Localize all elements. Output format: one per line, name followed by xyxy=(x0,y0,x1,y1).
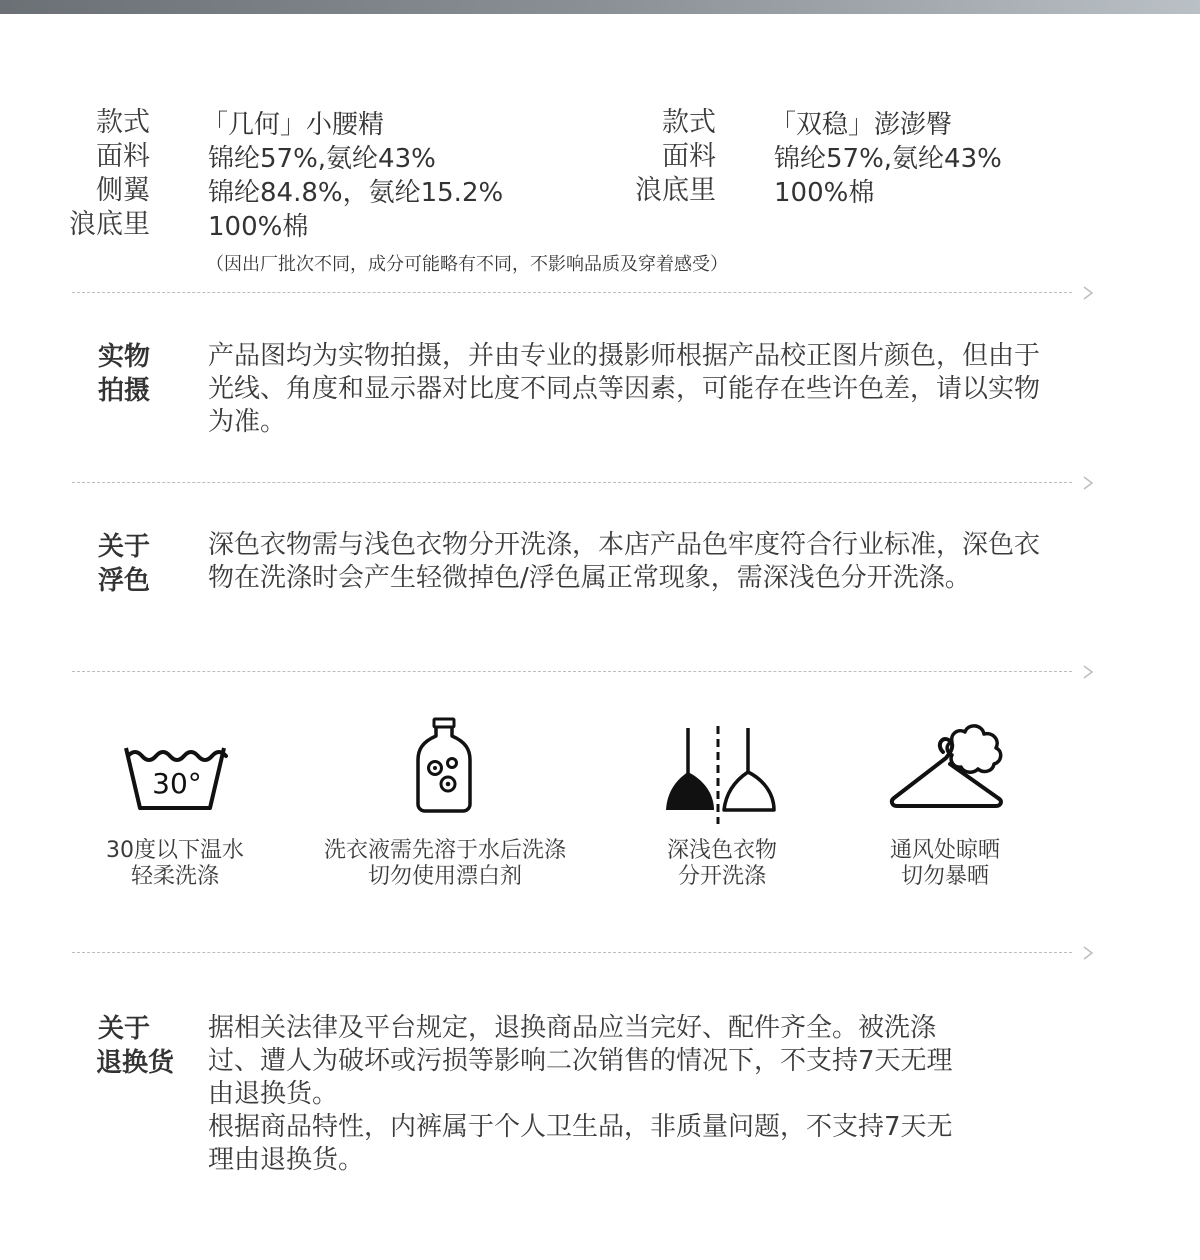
spec-right-value-fabric: 锦纶57%,氨纶43% xyxy=(774,144,1002,174)
spec-right-label-lining: 浪底里 xyxy=(635,175,716,206)
float-color-label-line2: 浮色 xyxy=(98,566,151,596)
detergent-bottle-icon xyxy=(412,716,476,814)
spec-right-label-style: 款式 xyxy=(662,107,716,138)
photo-text: 产品图均为实物拍摄，并由专业的摄影师根据产品校正图片颜色，但由于光线、角度和显示器对比度不同点等因素，可能存在些许色差，请以实物为准。 xyxy=(208,341,1041,437)
care-caption-4-line2: 切勿暴晒 xyxy=(900,864,989,889)
photo-label-line2: 拍摄 xyxy=(98,376,151,406)
photo-label-line1: 实物 xyxy=(98,342,151,372)
care-caption-3-line1: 深浅色衣物 xyxy=(666,838,777,863)
spec-right-value-style: 「双稳」澎澎臀 xyxy=(770,110,953,140)
spec-right-value-lining: 100%棉 xyxy=(774,178,875,208)
bra-separate-icon xyxy=(662,724,780,824)
returns-paragraph-1: 据相关法律及平台规定，退换商品应当完好、配件齐全。被洗涤过、遭人为破坏或污损等影响二次销售的情况下，不支持7天无理由退换货。 xyxy=(208,1013,953,1109)
spec-left-value-lining: 100%棉 xyxy=(208,212,309,242)
spec-left-value-wing: 锦纶84.8%，氨纶15.2% xyxy=(208,178,504,208)
float-color-label-line1: 关于 xyxy=(98,532,151,562)
care-caption-1-line2: 轻柔洗涤 xyxy=(130,864,219,889)
spec-left-value-style: 「几何」小腰精 xyxy=(202,110,385,140)
care-caption-4-line1: 通风处晾晒 xyxy=(889,838,1000,863)
spec-left-label-style: 款式 xyxy=(96,107,150,138)
care-caption-1-line1: 30度以下温水 xyxy=(106,838,244,863)
care-caption-2-line2: 切勿使用漂白剂 xyxy=(367,864,522,889)
spec-left-label-lining: 浪底里 xyxy=(69,209,150,240)
care-caption-2-line1: 洗衣液需先溶于水后洗涤 xyxy=(323,838,566,863)
returns-label-line1: 关于 xyxy=(98,1014,151,1044)
spec-left-label-wing: 侧翼 xyxy=(96,175,150,206)
hanger-cloud-icon xyxy=(888,718,1014,814)
returns-label-line2: 退换货 xyxy=(96,1048,175,1078)
section-divider xyxy=(72,952,1072,953)
section-divider xyxy=(72,482,1072,483)
spec-note: （因出厂批次不同，成分可能略有不同，不影响品质及穿着感受） xyxy=(206,254,728,275)
top-header-bar xyxy=(0,0,1200,14)
wash-temperature-badge: 30° xyxy=(152,767,202,800)
section-divider xyxy=(72,292,1072,293)
care-caption-3-line2: 分开洗涤 xyxy=(677,864,766,889)
returns-paragraph-2: 根据商品特性，内裤属于个人卫生品，非质量问题，不支持7天无理由退换货。 xyxy=(208,1112,953,1175)
spec-left-label-fabric: 面料 xyxy=(96,141,150,172)
wash-basin-30-icon xyxy=(120,740,230,820)
section-divider xyxy=(72,671,1072,672)
spec-right-label-fabric: 面料 xyxy=(662,141,716,172)
float-color-text: 深色衣物需与浅色衣物分开洗涤，本店产品色牢度符合行业标准，深色衣物在洗涤时会产生轻微掉色/浮色属正常现象，需深浅色分开洗涤。 xyxy=(208,530,1041,593)
spec-left-value-fabric: 锦纶57%,氨纶43% xyxy=(208,144,436,174)
